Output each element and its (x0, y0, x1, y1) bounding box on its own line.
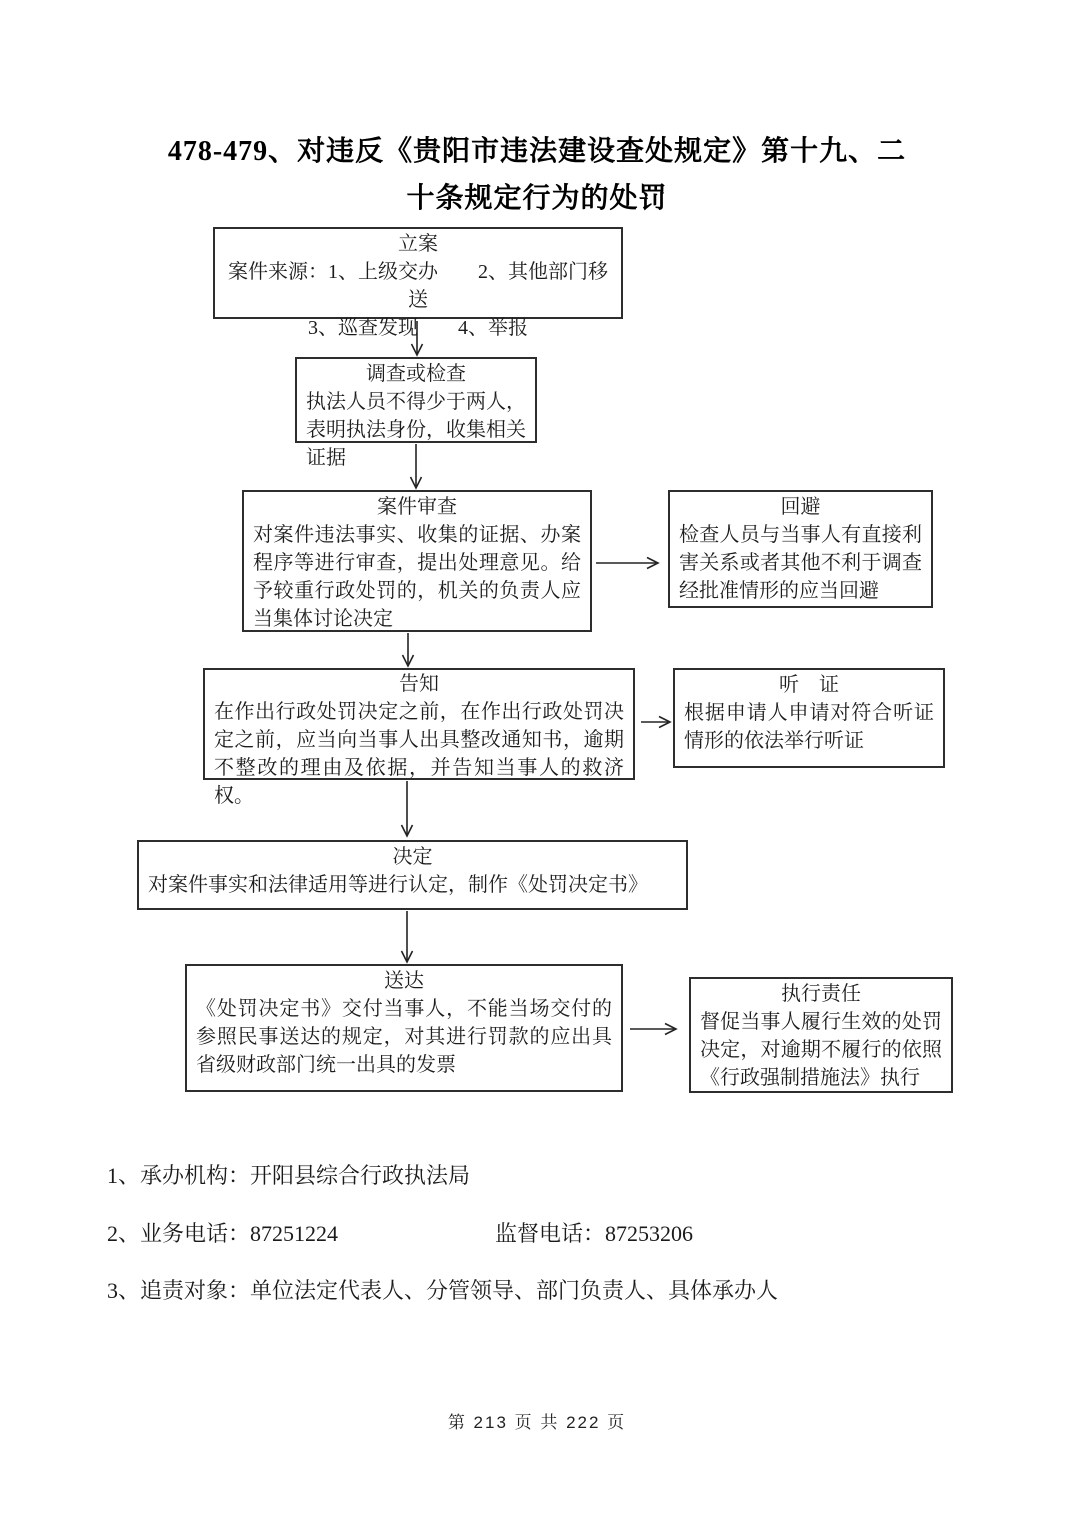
flow-node-enforcement (689, 977, 953, 1093)
arrow-down-decision-to-delivery (402, 911, 413, 962)
flow-node-recusal (668, 490, 933, 608)
flow-node-hearing-body: 根据申请人申请对符合听证情形的依法举行听证 (684, 702, 934, 752)
flow-node-case-filing-sources2: 3、巡查发现 4、举报 (308, 317, 528, 339)
page-title-line1: 478-479、对违反《贵阳市违法建设查处规定》第十九、二 (167, 136, 907, 167)
arrow-right-notification-to-hearing (641, 717, 670, 728)
flow-node-hearing (673, 668, 945, 768)
flow-node-decision (137, 840, 688, 910)
note-accountability-text: 3、追责对象：单位法定代表人、分管领导、部门负责人、具体承办人 (107, 1278, 779, 1303)
flow-node-decision-body: 对案件事实和法律适用等进行认定，制作《处罚决定书》 (148, 874, 648, 896)
flow-node-investigation-title: 调查或检查 (366, 363, 466, 385)
flow-node-notification-body: 在作出行政处罚决定之前，在作出行政处罚决定之前，应当向当事人出具整改通知书，逾期不整改的理由及依据，并告知当事人的救济权。 (214, 701, 624, 807)
flow-node-case-review-title: 案件审查 (377, 496, 457, 518)
note-agency-text: 1、承办机构：开阳县综合行政执法局 (107, 1163, 471, 1188)
page-title (0, 128, 1074, 222)
flow-node-hearing-title: 听 证 (779, 674, 839, 696)
arrow-right-review-to-recusal (596, 558, 658, 569)
flow-node-enforcement-title: 执行责任 (781, 983, 861, 1005)
flow-node-recusal-title: 回避 (780, 496, 821, 518)
flow-node-case-filing (213, 227, 623, 339)
note-supervision-phone: 监督电话：87253206 (495, 1221, 694, 1246)
flow-node-investigation (295, 357, 537, 469)
flow-node-case-filing-title: 立案 (398, 233, 438, 255)
flow-node-recusal-body: 检查人员与当事人有直接利害关系或者其他不利于调查经批准情形的应当回避 (679, 524, 922, 602)
flow-node-enforcement-body: 督促当事人履行生效的处罚决定，对逾期不履行的依照《行政强制措施法》执行 (700, 1011, 942, 1089)
flow-node-case-review (242, 490, 592, 632)
arrow-down-review-to-notification (403, 633, 414, 666)
flow-node-investigation-body: 执法人员不得少于两人，表明执法身份，收集相关证据 (306, 391, 526, 469)
flow-node-delivery (185, 964, 623, 1092)
flow-node-delivery-body: 《处罚决定书》交付当事人，不能当场交付的参照民事送达的规定，对其进行罚款的应出具省级财政部门统一出具的发票 (196, 998, 612, 1076)
flow-node-notification (203, 668, 635, 807)
note-agency (107, 1162, 987, 1190)
note-business-phone: 2、业务电话：87251224 (107, 1221, 339, 1246)
flow-node-notification-title: 告知 (399, 673, 439, 695)
arrow-right-delivery-to-enforcement (630, 1024, 676, 1035)
note-phones (107, 1220, 987, 1248)
flow-node-delivery-title: 送达 (384, 970, 424, 992)
flow-node-case-review-body: 对案件违法事实、收集的证据、办案程序等进行审查，提出处理意见。给予较重行政处罚的，机关的负责人应当集体讨论决定 (253, 524, 581, 630)
flow-node-decision-title: 决定 (392, 846, 433, 868)
note-accountability (107, 1277, 987, 1305)
page-title-line2: 十条规定行为的处罚 (406, 183, 668, 214)
flow-node-case-filing-sources: 案件来源：1、上级交办 2、其他部门移送 (228, 261, 608, 311)
page-number: 第 213 页 共 222 页 (447, 1413, 627, 1432)
